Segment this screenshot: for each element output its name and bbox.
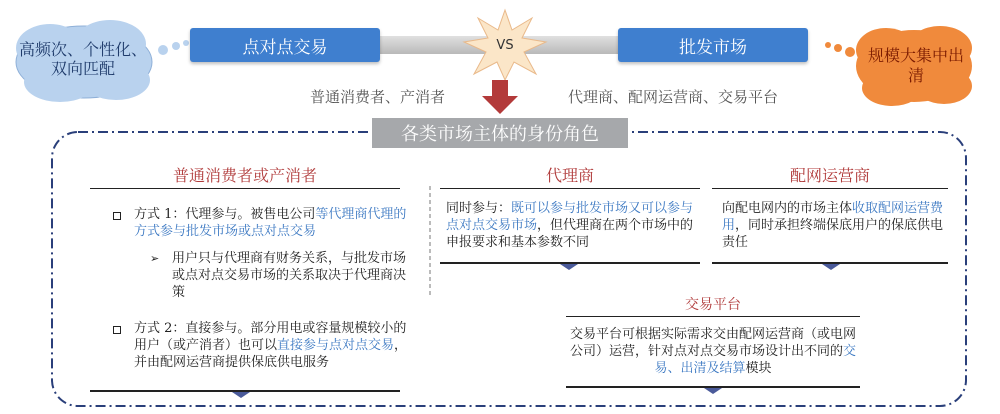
sub-bullet-arrow-icon: ➢ xyxy=(150,252,160,265)
consumer-method-2: 方式 2：直接参与。部分用电或容量规模较小的用户（或产消者）也可以直接参与点对点交易，并由配网运营商提供保底供电服务 xyxy=(134,321,408,370)
dso-description: 向配电网内的市场主体收取配网运营费用，同时承担终端保底用户的保底供电责任 xyxy=(722,201,944,250)
consumer-method-1-detail: 用户只与代理商有财务关系，与批发市场或点对点交易市场的关系取决于代理商决策 xyxy=(172,251,407,300)
dso-heading: 配网运营商 xyxy=(789,166,870,185)
platform-heading-rule xyxy=(566,316,860,317)
consumer-heading: 普通消费者或产消者 xyxy=(172,166,317,185)
consumer-method-1: 方式 1：代理参与。被售电公司等代理商代理的方式参与批发市场或点对点交易 xyxy=(134,207,407,239)
agent-heading: 代理商 xyxy=(545,166,594,185)
bullet-square-icon xyxy=(113,326,121,334)
roles-title: 各类市场主体的身份角色 xyxy=(372,118,628,148)
bullet-square-icon xyxy=(113,212,121,220)
section-marker-icon xyxy=(560,264,578,270)
section-marker-icon xyxy=(822,264,840,270)
consumer-heading-rule xyxy=(90,188,400,189)
wholesale-market-label: 批发市场 xyxy=(618,28,808,62)
agent-heading-rule xyxy=(440,188,700,189)
p2p-trading-label: 点对点交易 xyxy=(190,28,380,62)
p2p-participants-text: 普通消费者、产消者 xyxy=(310,88,446,106)
platform-description: 交易平台可根据实际需求交由配网运营商（或电网公司）运营，针对点对点交易市场设计出不同的交易、出清及结算模块 xyxy=(569,327,857,376)
platform-heading: 交易平台 xyxy=(685,297,741,313)
p2p-features-text: 高频次、个性化、双向匹配 xyxy=(18,40,147,78)
wholesale-participants-text: 代理商、配网运营商、交易平台 xyxy=(568,88,779,106)
section-marker-icon xyxy=(704,388,722,394)
down-arrow-icon xyxy=(480,80,520,116)
wholesale-features-text: 规模大集中出清 xyxy=(867,46,964,85)
agent-description: 同时参与：既可以参与批发市场又可以参与点对点交易市场，但代理商在两个市场中的申报要求和基本参数不同 xyxy=(446,201,694,250)
dso-heading-rule xyxy=(712,188,948,189)
vs-label: VS xyxy=(496,37,514,53)
section-marker-icon xyxy=(232,392,250,398)
